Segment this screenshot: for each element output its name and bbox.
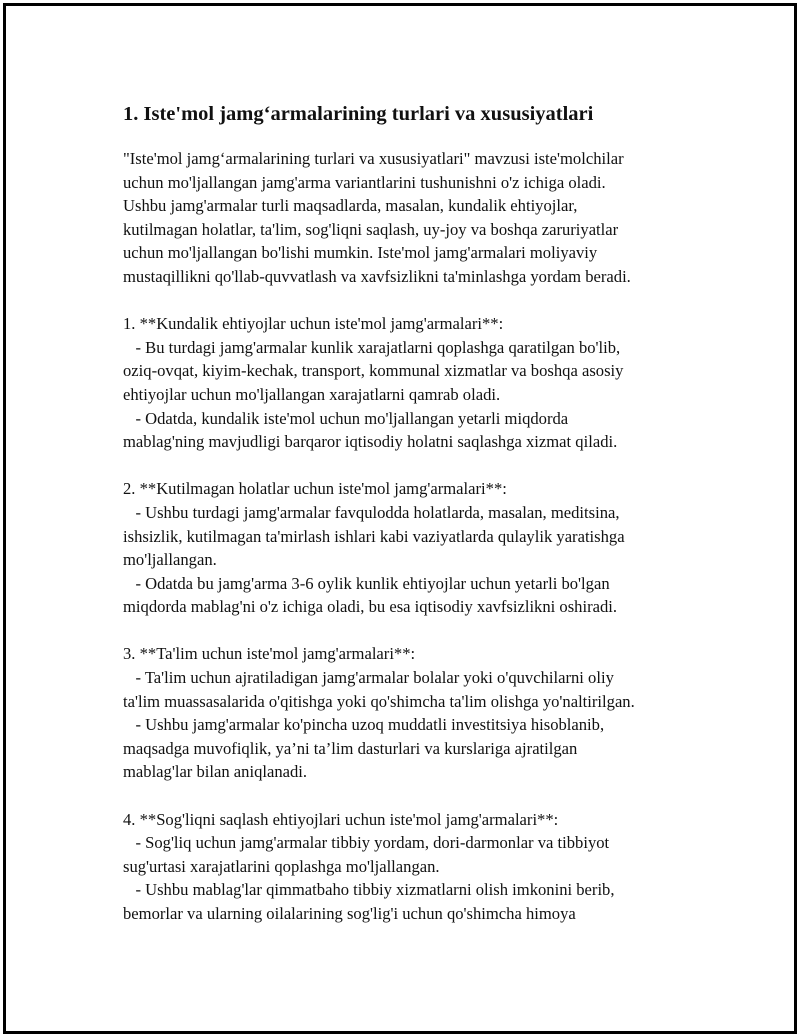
text-line: miqdorda mablag'ni o'z ichiga oladi, bu esa iqtisodiy xavfsizlikni oshiradi. [123, 597, 618, 617]
text-line: kutilmagan holatlar, ta'lim, sog'liqni saqlash, uy-joy va boshqa zaruriyatlar [123, 219, 619, 239]
text-line: bemorlar va ularning oilalarining sog'lig'i uchun qo'shimcha himoya [123, 904, 576, 923]
document-title: 1. Iste'mol jamg‘armalarining turlari va xususiyatlari [123, 103, 594, 125]
text-line: Ushbu jamg'armalar turli maqsadlarda, masalan, kundalik ehtiyojlar, [123, 196, 578, 216]
document-body [123, 101, 703, 926]
text-line: maqsadga muvofiqlik, ya’ni ta’lim dasturlari va kurslariga ajratilgan [123, 738, 578, 758]
text-line: 1. **Kundalik ehtiyojlar uchun iste'mol jamg'armalari**: [123, 314, 504, 334]
text-line: ehtiyojlar uchun mo'ljallangan xarajatlarni qamrab oladi. [123, 384, 501, 404]
text-line: - Ushbu jamg'armalar ko'pincha uzoq muddatli investitsiya hisoblanib, [123, 715, 605, 735]
text-line: - Bu turdagi jamg'armalar kunlik xarajatlarni qoplashga qaratilgan bo'lib, [123, 337, 621, 357]
text-line: 3. **Ta'lim uchun iste'mol jamg'armalari**: [123, 644, 416, 664]
text-line: ta'lim muassasalarida o'qitishga yoki qo'shimcha ta'lim olishga yo'naltirilgan. [123, 691, 635, 711]
text-line [123, 454, 703, 478]
text-line: oziq-ovqat, kiyim-kechak, transport, kommunal xizmatlar va boshqa asosiy [123, 361, 624, 381]
text-line: - Ushbu turdagi jamg'armalar favqulodda holatlarda, masalan, meditsina, [123, 502, 620, 522]
text-line: mablag'ning mavjudligi barqaror iqtisodiy holatni saqlashga xizmat qiladi. [123, 432, 618, 452]
text-line: mo'ljallangan. [123, 550, 217, 570]
text-line: "Iste'mol jamg‘armalarining turlari va xususiyatlari" mavzusi iste'molchilar [123, 149, 624, 168]
text-line: - Ushbu mablag'lar qimmatbaho tibbiy xizmatlarni olish imkonini berib, [123, 880, 615, 900]
text-line: mablag'lar bilan aniqlanadi. [123, 762, 308, 782]
text-line: ishsizlik, kutilmagan ta'mirlash ishlari kabi vaziyatlarda qulaylik yaratishga [123, 526, 625, 546]
text-line: uchun mo'ljallangan bo'lishi mumkin. Iste'mol jamg'armalari moliyaviy [123, 243, 598, 263]
text-line: mustaqillikni qo'llab-quvvatlash va xavfsizlikni ta'minlashga yordam beradi. [123, 266, 631, 286]
text-line: - Odatda, kundalik iste'mol uchun mo'ljallangan yetarli miqdorda [123, 408, 569, 428]
document-text [123, 147, 703, 926]
text-line: sug'urtasi xarajatlarini qoplashga mo'ljallangan. [123, 856, 440, 876]
text-line: 4. **Sog'liqni saqlash ehtiyojlari uchun iste'mol jamg'armalari**: [123, 809, 559, 829]
text-line: uchun mo'ljallangan jamg'arma variantlarini tushunishni o'z ichiga oladi. [123, 172, 606, 192]
text-line [123, 289, 703, 313]
text-line: 2. **Kutilmagan holatlar uchun iste'mol jamg'armalari**: [123, 479, 507, 499]
text-line: - Ta'lim uchun ajratiladigan jamg'armalar bolalar yoki o'quvchilarni oliy [123, 668, 614, 688]
document-page [3, 3, 797, 1034]
text-line: - Sog'liq uchun jamg'armalar tibbiy yordam, dori-darmonlar va tibbiyot [123, 833, 610, 853]
text-line: - Odatda bu jamg'arma 3-6 oylik kunlik ehtiyojlar uchun yetarli bo'lgan [123, 573, 610, 593]
text-line [123, 784, 703, 808]
text-line [123, 619, 703, 643]
